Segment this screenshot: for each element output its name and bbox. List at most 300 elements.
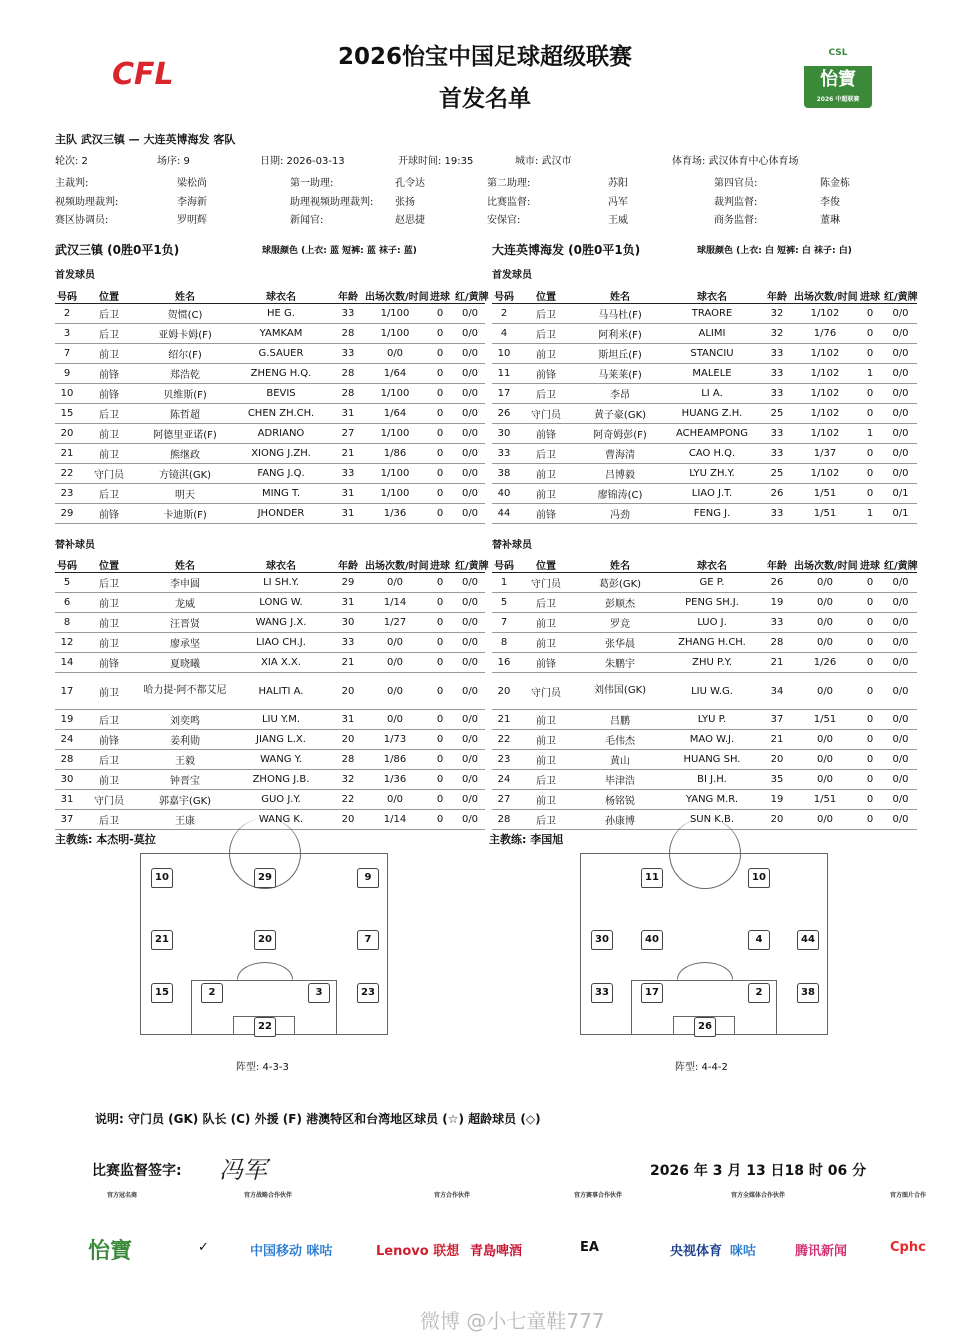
sponsor-category: 官方赛事合作伙伴 — [573, 1192, 622, 1199]
table-cell: 前卫 — [516, 730, 576, 750]
official-name: 苏阳 — [608, 178, 628, 189]
player-shirt: 26 — [694, 1017, 716, 1037]
official-name: 罗明辉 — [177, 215, 207, 226]
table-cell: 21 — [331, 444, 365, 464]
table-cell: 前锋 — [79, 384, 139, 404]
table-cell: 25 — [760, 464, 794, 484]
table-cell: 1/102 — [794, 464, 856, 484]
table-cell: HUANG Z.H. — [664, 404, 760, 424]
table-cell: 郭嘉宇(GK) — [139, 790, 231, 810]
official-label: 安保官: — [487, 215, 521, 226]
player-shirt: 20 — [254, 930, 276, 950]
table-cell: 0 — [856, 464, 884, 484]
table-cell: CAO H.Q. — [664, 444, 760, 464]
away-coach: 主教练: 李国旭 — [489, 833, 564, 846]
table-cell: 哈力提·阿不都艾尼 — [139, 673, 231, 710]
home-coach: 主教练: 本杰明-莫拉 — [55, 833, 156, 846]
column-header: 位置 — [516, 287, 576, 304]
table-cell: 后卫 — [516, 304, 576, 324]
table-cell: 0 — [856, 304, 884, 324]
home-formation-pitch — [140, 853, 388, 1035]
table-cell: 3 — [55, 324, 79, 344]
table-cell: 2 — [492, 304, 516, 324]
table-cell: 0/0 — [884, 404, 917, 424]
table-cell: 0 — [425, 710, 455, 730]
table-cell: 马马杜(F) — [576, 304, 664, 324]
official-name: 赵思捷 — [395, 215, 425, 226]
column-header: 姓名 — [139, 287, 231, 304]
table-cell: G.SAUER — [231, 344, 331, 364]
table-cell: 彭顺杰 — [576, 593, 664, 613]
column-header: 进球 — [856, 556, 884, 573]
table-cell: 28 — [55, 750, 79, 770]
table-cell: 1/102 — [794, 344, 856, 364]
table-row — [492, 593, 917, 613]
table-cell: 0/0 — [455, 770, 485, 790]
table-cell: 30 — [331, 613, 365, 633]
table-cell: 0 — [425, 304, 455, 324]
csl-logo-bottom: 2026 中超联赛 — [816, 96, 860, 103]
table-cell: 1/14 — [365, 593, 425, 613]
column-header: 号码 — [55, 287, 79, 304]
table-row — [492, 770, 917, 790]
column-header: 姓名 — [576, 287, 664, 304]
table-cell: 1/51 — [794, 710, 856, 730]
table-cell: 前卫 — [79, 444, 139, 464]
table-cell: 0 — [425, 444, 455, 464]
column-header: 号码 — [492, 556, 516, 573]
table-cell: 前锋 — [516, 364, 576, 384]
table-cell: 王毅 — [139, 750, 231, 770]
table-row — [492, 633, 917, 653]
table-cell: JIANG L.X. — [231, 730, 331, 750]
table-cell: LYU ZH.Y. — [664, 464, 760, 484]
table-cell: 0 — [425, 613, 455, 633]
away-team-header: 大连英博海发 (0胜0平1负) — [492, 243, 641, 257]
sponsor-category: 官方合作伙伴 — [433, 1192, 470, 1199]
away-subs-table — [492, 556, 917, 830]
player-shirt: 30 — [591, 930, 613, 950]
sponsor-logo: 青島啤酒 — [470, 1244, 523, 1259]
table-cell: 0/0 — [884, 304, 917, 324]
home-subs-table — [55, 556, 489, 830]
table-cell: 26 — [760, 573, 794, 593]
table-cell: 31 — [331, 484, 365, 504]
table-cell: MAO W.J. — [664, 730, 760, 750]
column-header: 年龄 — [331, 287, 365, 304]
table-row — [492, 484, 917, 504]
table-cell: 前卫 — [79, 770, 139, 790]
table-cell: 32 — [760, 324, 794, 344]
official-label: 比赛监督: — [487, 197, 531, 208]
table-cell: 0/0 — [884, 710, 917, 730]
table-row — [55, 573, 485, 593]
player-shirt: 2 — [748, 983, 770, 1003]
table-cell: 夏晓曦 — [139, 653, 231, 673]
table-cell: 40 — [492, 484, 516, 504]
table-row — [55, 593, 485, 613]
table-cell: 守门员 — [79, 464, 139, 484]
table-row — [55, 653, 485, 673]
table-cell: LIU Y.M. — [231, 710, 331, 730]
official-label: 第一助理: — [290, 178, 334, 189]
sponsor-logo: Lenovo 联想 — [376, 1244, 460, 1259]
table-cell: 31 — [331, 404, 365, 424]
table-cell: 阿奇姆彭(F) — [576, 424, 664, 444]
table-cell: 前卫 — [516, 344, 576, 364]
table-cell: 32 — [760, 304, 794, 324]
table-row — [492, 464, 917, 484]
table-cell: 0/0 — [455, 404, 485, 424]
table-cell: 0 — [856, 653, 884, 673]
table-cell: LI SH.Y. — [231, 573, 331, 593]
table-cell: 27 — [492, 790, 516, 810]
table-cell: 0 — [425, 730, 455, 750]
table-cell: 1/14 — [365, 810, 425, 830]
table-cell: 1/100 — [365, 304, 425, 324]
table-cell: 28 — [331, 364, 365, 384]
table-row — [492, 424, 917, 444]
table-cell: 1/102 — [794, 364, 856, 384]
official-label: 赛区协调员: — [55, 215, 109, 226]
legend-note: 说明: 守门员 (GK) 队长 (C) 外援 (F) 港澳特区和台湾地区球员 (☆) 超龄球员 (◇) — [95, 1112, 541, 1126]
table-cell: 2 — [55, 304, 79, 324]
official-name: 董琳 — [820, 215, 840, 226]
table-cell: 15 — [55, 404, 79, 424]
table-cell: 0/0 — [455, 504, 485, 524]
table-cell: XIA X.X. — [231, 653, 331, 673]
table-cell: 0/0 — [794, 613, 856, 633]
table-cell: 前卫 — [516, 790, 576, 810]
table-cell: 卡迪斯(F) — [139, 504, 231, 524]
table-cell: 0 — [856, 633, 884, 653]
official-label: 主裁判: — [55, 178, 89, 189]
table-header-row — [492, 287, 917, 304]
table-cell: 0 — [856, 484, 884, 504]
table-cell: 吕博毅 — [576, 464, 664, 484]
player-shirt: 23 — [357, 983, 379, 1003]
table-cell: 0/0 — [455, 484, 485, 504]
table-cell: 曹海清 — [576, 444, 664, 464]
table-cell: 0/0 — [455, 653, 485, 673]
table-row — [55, 424, 485, 444]
table-cell: 0/0 — [884, 593, 917, 613]
official-label: 商务监督: — [714, 215, 758, 226]
table-cell: 0 — [425, 504, 455, 524]
table-cell: 0/0 — [884, 424, 917, 444]
table-cell: 11 — [492, 364, 516, 384]
table-row — [55, 633, 485, 653]
table-cell: 刘伟国(GK) — [576, 673, 664, 710]
sponsor-logo: EA — [580, 1240, 599, 1255]
table-cell: 0/0 — [365, 710, 425, 730]
table-cell: 李申圆 — [139, 573, 231, 593]
game-number: 场序: 9 — [157, 156, 190, 167]
table-cell: 0 — [856, 613, 884, 633]
column-header: 号码 — [492, 287, 516, 304]
table-cell: 0/0 — [884, 324, 917, 344]
table-row — [55, 444, 485, 464]
csl-logo — [804, 40, 872, 108]
player-shirt: 44 — [797, 930, 819, 950]
watermark: 微博 @小七童鞋777 — [420, 1309, 605, 1333]
table-cell: 后卫 — [516, 324, 576, 344]
cfl-logo-text: CFL — [112, 57, 174, 92]
table-cell: LUO J. — [664, 613, 760, 633]
table-cell: 12 — [55, 633, 79, 653]
column-header: 出场次数/时间 — [365, 287, 425, 304]
table-cell: 前锋 — [79, 364, 139, 384]
table-cell: STANCIU — [664, 344, 760, 364]
table-cell: 0 — [856, 673, 884, 710]
table-cell: 16 — [492, 653, 516, 673]
table-row — [492, 730, 917, 750]
table-cell: 王康 — [139, 810, 231, 830]
table-cell: ALIMI — [664, 324, 760, 344]
table-cell: 0/1 — [884, 484, 917, 504]
table-cell: 前卫 — [79, 593, 139, 613]
table-row — [492, 710, 917, 730]
table-row — [55, 673, 485, 710]
table-row — [492, 653, 917, 673]
page-title: 2026怡宝中国足球超级联赛 — [337, 44, 632, 70]
table-cell: 28 — [492, 810, 516, 830]
table-cell: 后卫 — [79, 710, 139, 730]
table-row — [492, 504, 917, 524]
table-cell: 0/0 — [794, 770, 856, 790]
official-label: 视频助理裁判: — [55, 197, 119, 208]
table-cell: 刘奕鸣 — [139, 710, 231, 730]
table-cell: 0/0 — [884, 653, 917, 673]
table-cell: 31 — [331, 593, 365, 613]
table-cell: TRAORE — [664, 304, 760, 324]
table-cell: LONG W. — [231, 593, 331, 613]
table-cell: BEVIS — [231, 384, 331, 404]
table-cell: 0 — [856, 384, 884, 404]
column-header: 姓名 — [576, 556, 664, 573]
table-cell: 1/51 — [794, 790, 856, 810]
table-cell: 0/0 — [455, 790, 485, 810]
table-cell: 21 — [492, 710, 516, 730]
table-cell: 21 — [760, 653, 794, 673]
table-cell: 5 — [492, 593, 516, 613]
away-starters-title: 首发球员 — [492, 270, 532, 281]
table-cell: 亚姆卡姆(F) — [139, 324, 231, 344]
player-shirt: 10 — [151, 868, 173, 888]
official-name: 李俊 — [820, 197, 840, 208]
table-cell: 0/0 — [794, 673, 856, 710]
table-cell: 0 — [425, 653, 455, 673]
round: 轮次: 2 — [55, 156, 88, 167]
table-cell: 0/0 — [455, 633, 485, 653]
table-cell: 0/0 — [455, 384, 485, 404]
official-name: 陈金栋 — [820, 178, 850, 189]
table-cell: SUN K.B. — [664, 810, 760, 830]
official-label: 助理视频助理裁判: — [290, 197, 374, 208]
table-cell: 钟晋宝 — [139, 770, 231, 790]
table-cell: YAMKAM — [231, 324, 331, 344]
table-cell: 前卫 — [516, 633, 576, 653]
table-cell: 前锋 — [79, 653, 139, 673]
table-row — [55, 324, 485, 344]
table-cell: 0/0 — [884, 750, 917, 770]
table-cell: 38 — [492, 464, 516, 484]
teams-line: 主队 武汉三镇 — 大连英博海发 客队 — [55, 133, 236, 146]
table-cell: 34 — [760, 673, 794, 710]
table-cell: 后卫 — [79, 404, 139, 424]
table-cell: 马莱莱(F) — [576, 364, 664, 384]
table-cell: 1/36 — [365, 770, 425, 790]
table-cell: 1 — [856, 364, 884, 384]
table-cell: 24 — [492, 770, 516, 790]
table-cell: 孙康博 — [576, 810, 664, 830]
table-cell: 0 — [425, 464, 455, 484]
table-row — [55, 364, 485, 384]
table-cell: 贺惯(C) — [139, 304, 231, 324]
table-row — [492, 673, 917, 710]
table-cell: 21 — [760, 730, 794, 750]
table-cell: 0/0 — [455, 324, 485, 344]
table-cell: 斯坦丘(F) — [576, 344, 664, 364]
column-header: 球衣名 — [231, 556, 331, 573]
table-cell: 27 — [331, 424, 365, 444]
table-cell: 前卫 — [516, 613, 576, 633]
table-cell: 后卫 — [79, 304, 139, 324]
table-cell: 前卫 — [79, 344, 139, 364]
table-cell: 0/0 — [365, 573, 425, 593]
table-cell: 33 — [760, 504, 794, 524]
player-shirt: 9 — [357, 868, 379, 888]
table-cell: LIAO CH.J. — [231, 633, 331, 653]
table-cell: 0/0 — [455, 810, 485, 830]
table-cell: 0 — [425, 750, 455, 770]
table-cell: 前锋 — [516, 504, 576, 524]
table-cell: 阿德里亚诺(F) — [139, 424, 231, 444]
table-cell: 8 — [55, 613, 79, 633]
signature-date: 2026 年 3 月 13 日18 时 06 分 — [650, 1163, 867, 1179]
sponsor-logo: ✓ — [198, 1240, 209, 1255]
table-cell: 龙威 — [139, 593, 231, 613]
table-cell: 0/0 — [884, 444, 917, 464]
table-cell: 19 — [760, 790, 794, 810]
table-cell: 0/0 — [455, 613, 485, 633]
table-cell: HUANG SH. — [664, 750, 760, 770]
sponsor-category: 官方冠名商 — [106, 1192, 137, 1199]
table-cell: 1/51 — [794, 484, 856, 504]
table-cell: 1/100 — [365, 384, 425, 404]
table-cell: 0/0 — [455, 710, 485, 730]
table-cell: 23 — [55, 484, 79, 504]
column-header: 红/黄牌 — [455, 287, 485, 304]
table-cell: 冯劲 — [576, 504, 664, 524]
table-cell: 17 — [55, 673, 79, 710]
table-cell: 0 — [425, 384, 455, 404]
table-cell: 23 — [492, 750, 516, 770]
player-shirt: 17 — [641, 983, 663, 1003]
table-cell: 0/0 — [884, 613, 917, 633]
table-cell: 郑浩乾 — [139, 364, 231, 384]
table-cell: 姜利勋 — [139, 730, 231, 750]
table-cell: 20 — [492, 673, 516, 710]
table-cell: 1/100 — [365, 464, 425, 484]
table-cell: 21 — [331, 653, 365, 673]
table-cell: 阿利米(F) — [576, 324, 664, 344]
table-cell: 22 — [492, 730, 516, 750]
column-header: 年龄 — [331, 556, 365, 573]
table-cell: 33 — [760, 344, 794, 364]
home-subs-title: 替补球员 — [55, 540, 95, 551]
table-cell: 前卫 — [79, 633, 139, 653]
table-cell: 熊继政 — [139, 444, 231, 464]
table-cell: 0/0 — [455, 673, 485, 710]
table-row — [492, 573, 917, 593]
table-cell: 1/100 — [365, 484, 425, 504]
signature — [215, 1152, 300, 1184]
table-row — [55, 613, 485, 633]
table-cell: 前锋 — [516, 424, 576, 444]
table-cell: 毛伟杰 — [576, 730, 664, 750]
table-cell: 4 — [492, 324, 516, 344]
table-cell: GUO J.Y. — [231, 790, 331, 810]
table-cell: 0 — [425, 810, 455, 830]
table-cell: 1 — [856, 504, 884, 524]
column-header: 球衣名 — [231, 287, 331, 304]
table-cell: 前卫 — [79, 424, 139, 444]
table-cell: 守门员 — [516, 673, 576, 710]
table-row — [55, 730, 485, 750]
table-cell: 20 — [331, 730, 365, 750]
table-cell: 0 — [856, 593, 884, 613]
table-cell: 0/0 — [794, 633, 856, 653]
table-cell: 前锋 — [79, 730, 139, 750]
table-row — [492, 750, 917, 770]
official-label: 裁判监督: — [714, 197, 758, 208]
table-cell: 0 — [856, 710, 884, 730]
table-cell: 0/0 — [365, 790, 425, 810]
table-cell: 8 — [492, 633, 516, 653]
sponsor-logo: 怡寶 — [88, 1239, 133, 1264]
official-name: 李海新 — [177, 197, 207, 208]
table-cell: 0 — [425, 424, 455, 444]
table-cell: 20 — [331, 810, 365, 830]
official-name: 王威 — [608, 215, 628, 226]
table-cell: 1/102 — [794, 424, 856, 444]
table-cell: 0/1 — [884, 504, 917, 524]
table-row — [55, 384, 485, 404]
table-cell: PENG SH.J. — [664, 593, 760, 613]
center-circle — [669, 818, 741, 889]
table-row — [55, 484, 485, 504]
table-cell: 19 — [760, 593, 794, 613]
table-cell: 0/0 — [455, 424, 485, 444]
table-cell: 0 — [856, 790, 884, 810]
column-header: 位置 — [516, 556, 576, 573]
away-starters-table — [492, 287, 917, 524]
table-cell: 后卫 — [516, 444, 576, 464]
table-header-row — [55, 556, 485, 573]
column-header: 年龄 — [760, 556, 794, 573]
table-cell: 37 — [760, 710, 794, 730]
table-cell: 0/0 — [884, 573, 917, 593]
table-cell: 33 — [331, 464, 365, 484]
player-shirt: 33 — [591, 983, 613, 1003]
table-cell: 28 — [331, 324, 365, 344]
table-cell: 后卫 — [516, 810, 576, 830]
table-cell: CHEN ZH.CH. — [231, 404, 331, 424]
table-cell: FENG J. — [664, 504, 760, 524]
column-header: 进球 — [425, 287, 455, 304]
sponsor-logo: Cphc — [890, 1240, 926, 1255]
